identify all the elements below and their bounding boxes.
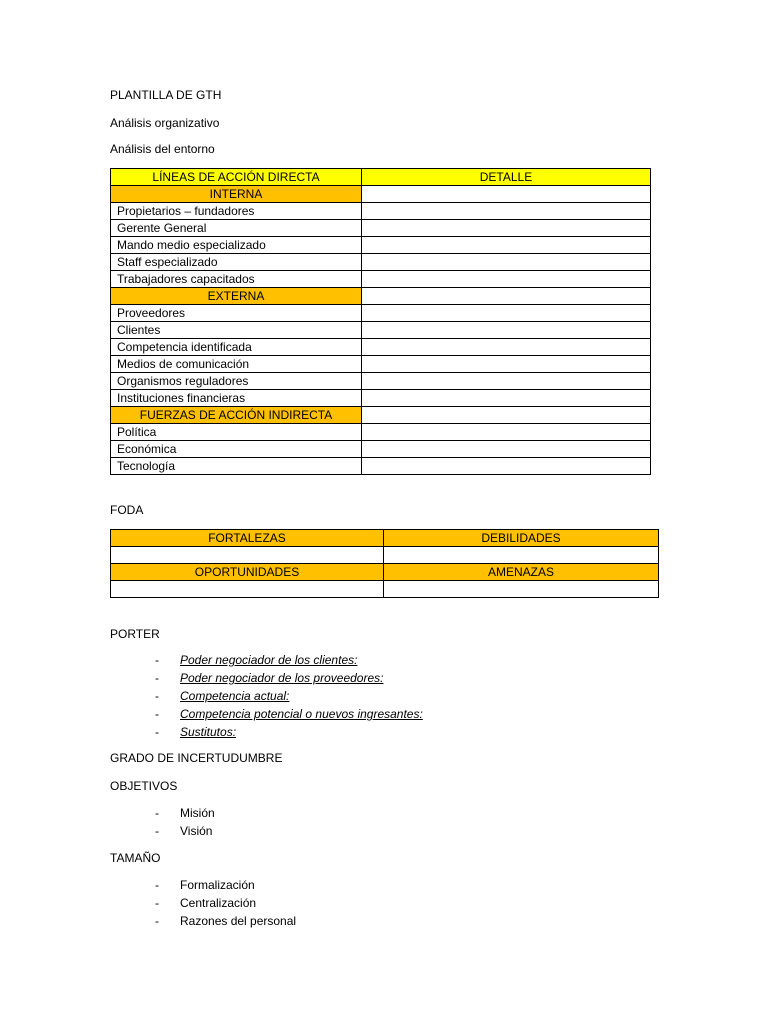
porter-item-text: Poder negociador de los proveedores: [180, 671, 384, 685]
detail-cell [362, 373, 651, 390]
foda-table [110, 529, 659, 598]
detail-cell [362, 305, 651, 322]
dash-bullet: - [155, 725, 159, 739]
table-row [111, 441, 651, 458]
list-item [155, 824, 215, 842]
table-row [111, 203, 651, 220]
detail-cell [362, 390, 651, 407]
dash-bullet: - [155, 671, 159, 685]
detail-cell [362, 254, 651, 271]
row-label: Staff especializado [111, 254, 362, 271]
list-item [155, 707, 423, 725]
row-label: Instituciones financieras [111, 390, 362, 407]
weaknesses-header: DEBILIDADES [384, 530, 659, 547]
table-header-row [111, 169, 651, 186]
environment-table [110, 168, 651, 475]
section-title: FUERZAS DE ACCIÓN INDIRECTA [111, 407, 362, 424]
list-item [155, 806, 215, 824]
table-row [111, 424, 651, 441]
header-detail: DETALLE [362, 169, 651, 186]
heading-objectives: OBJETIVOS [110, 779, 178, 793]
heading-foda: FODA [110, 503, 144, 517]
detail-cell [362, 441, 651, 458]
section-title: INTERNA [111, 186, 362, 203]
heading-uncertainty: GRADO DE INCERTUDUMBRE [110, 751, 283, 765]
table-row [111, 305, 651, 322]
detail-cell [362, 186, 651, 203]
list-item [155, 725, 423, 743]
opportunities-cell [111, 581, 384, 598]
list-item [155, 878, 296, 896]
dash-bullet: - [155, 896, 159, 910]
row-label: Propietarios – fundadores [111, 203, 362, 220]
document-title: PLANTILLA DE GTH [110, 88, 222, 102]
row-label: Económica [111, 441, 362, 458]
foda-header-row [111, 530, 659, 547]
objective-item-text: Misión [180, 806, 215, 820]
heading-porter: PORTER [110, 627, 160, 641]
list-item [155, 689, 423, 707]
dash-bullet: - [155, 653, 159, 667]
size-list [155, 878, 296, 932]
detail-cell [362, 458, 651, 475]
row-label: Clientes [111, 322, 362, 339]
row-label: Tecnología [111, 458, 362, 475]
table-row [111, 254, 651, 271]
list-item [155, 653, 423, 671]
row-label: Competencia identificada [111, 339, 362, 356]
foda-empty-row [111, 581, 659, 598]
list-item [155, 671, 423, 689]
row-label: Proveedores [111, 305, 362, 322]
row-label: Mando medio especializado [111, 237, 362, 254]
heading-organizational-analysis: Análisis organizativo [110, 116, 220, 130]
size-item-text: Centralización [180, 896, 257, 910]
row-label: Medios de comunicación [111, 356, 362, 373]
foda-header-row [111, 564, 659, 581]
header-direct-action-lines: LÍNEAS DE ACCIÓN DIRECTA [111, 169, 362, 186]
row-label: Trabajadores capacitados [111, 271, 362, 288]
dash-bullet: - [155, 878, 159, 892]
porter-item-text: Poder negociador de los clientes: [180, 653, 358, 667]
detail-cell [362, 288, 651, 305]
table-row [111, 237, 651, 254]
dash-bullet: - [155, 689, 159, 703]
dash-bullet: - [155, 806, 159, 820]
table-row [111, 322, 651, 339]
strengths-cell [111, 547, 384, 564]
row-label: Política [111, 424, 362, 441]
porter-list [155, 653, 423, 743]
detail-cell [362, 356, 651, 373]
detail-cell [362, 237, 651, 254]
table-row [111, 390, 651, 407]
heading-size: TAMAÑO [110, 851, 161, 865]
dash-bullet: - [155, 914, 159, 928]
size-item-text: Formalización [180, 878, 255, 892]
foda-empty-row [111, 547, 659, 564]
section-title: EXTERNA [111, 288, 362, 305]
threats-cell [384, 581, 659, 598]
section-row-indirect [111, 407, 651, 424]
opportunities-header: OPORTUNIDADES [111, 564, 384, 581]
strengths-header: FORTALEZAS [111, 530, 384, 547]
section-row-external [111, 288, 651, 305]
dash-bullet: - [155, 707, 159, 721]
detail-cell [362, 322, 651, 339]
table-row [111, 220, 651, 237]
size-item-text: Razones del personal [180, 914, 297, 928]
dash-bullet: - [155, 824, 159, 838]
detail-cell [362, 339, 651, 356]
porter-item-text: Competencia actual: [180, 689, 290, 703]
list-item [155, 914, 296, 932]
table-row [111, 373, 651, 390]
threats-header: AMENAZAS [384, 564, 659, 581]
detail-cell [362, 271, 651, 288]
heading-environment-analysis: Análisis del entorno [110, 142, 215, 156]
detail-cell [362, 407, 651, 424]
row-label: Gerente General [111, 220, 362, 237]
table-row [111, 356, 651, 373]
table-row [111, 339, 651, 356]
porter-item-text: Sustitutos: [180, 725, 237, 739]
detail-cell [362, 220, 651, 237]
list-item [155, 896, 296, 914]
section-row-internal [111, 186, 651, 203]
row-label: Organismos reguladores [111, 373, 362, 390]
detail-cell [362, 424, 651, 441]
objectives-list [155, 806, 215, 842]
table-row [111, 458, 651, 475]
weaknesses-cell [384, 547, 659, 564]
table-row [111, 271, 651, 288]
detail-cell [362, 203, 651, 220]
porter-item-text: Competencia potencial o nuevos ingresantes: [180, 707, 423, 721]
objective-item-text: Visión [180, 824, 213, 838]
